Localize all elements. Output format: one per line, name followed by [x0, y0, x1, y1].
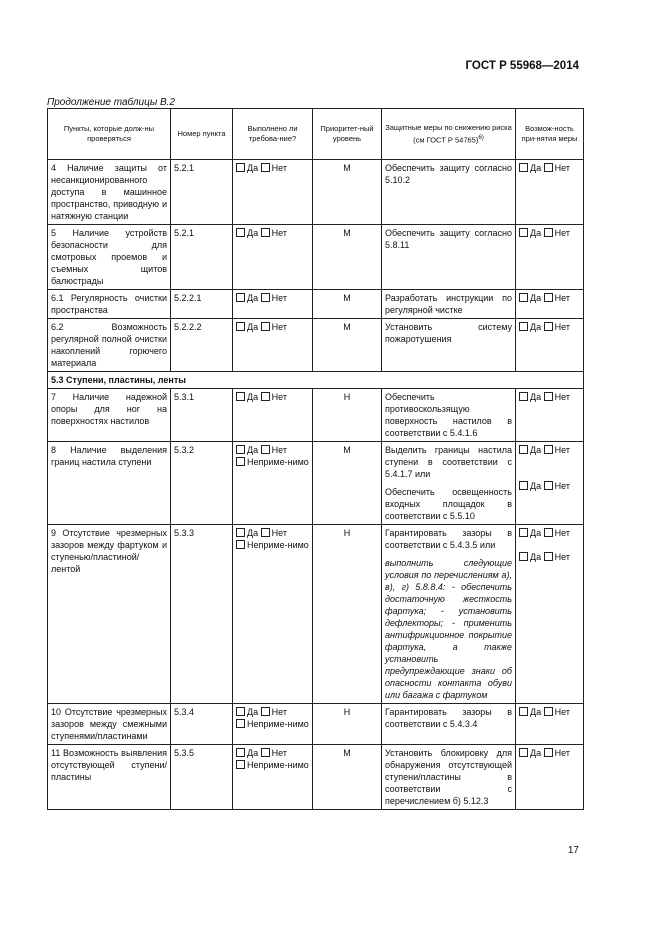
item-cell: 7 Наличие надежной опоры для ног на поверхностях настилов — [48, 389, 171, 442]
checkbox-icon[interactable] — [261, 322, 270, 331]
acceptance-cell[interactable]: Да Нет — [516, 290, 584, 319]
requirements-table — [47, 108, 584, 810]
checkbox-icon[interactable] — [544, 293, 553, 302]
table-row — [48, 389, 584, 442]
checkbox-icon[interactable] — [261, 228, 270, 237]
document-code: ГОСТ Р 55968—2014 — [465, 60, 579, 72]
number-cell: 5.3.1 — [171, 389, 233, 442]
col-header-done: Выполнено ли требова-ние? — [233, 109, 313, 160]
col-header-number: Номер пункта — [171, 109, 233, 160]
checkbox-icon[interactable] — [544, 322, 553, 331]
done-cell[interactable]: Да Нет — [233, 290, 313, 319]
item-cell: 11 Возможность выявления отсутствующей ступени/пластины — [48, 745, 171, 810]
number-cell: 5.2.1 — [171, 160, 233, 225]
checkbox-icon[interactable] — [544, 481, 553, 490]
col-header-item: Пункты, которые долж-ны проверяться — [48, 109, 171, 160]
checkbox-icon[interactable] — [261, 163, 270, 172]
checkbox-icon[interactable] — [236, 445, 245, 454]
checkbox-icon[interactable] — [544, 707, 553, 716]
priority-cell: Н — [313, 389, 382, 442]
table-row — [48, 290, 584, 319]
measure-cell: Обеспечить противоскользящую поверхность настилов в соответствии с 5.4.1.6 — [382, 389, 516, 442]
priority-cell: М — [313, 442, 382, 525]
item-cell: 6.2 Возможность регулярной полной очистки накоплений горючего материала — [48, 319, 171, 372]
item-cell: 8 Наличие выделения границ настила ступени — [48, 442, 171, 525]
done-cell[interactable]: Да Нет — [233, 225, 313, 290]
checkbox-icon[interactable] — [519, 552, 528, 561]
checkbox-icon[interactable] — [544, 748, 553, 757]
checkbox-icon[interactable] — [544, 528, 553, 537]
priority-cell: М — [313, 745, 382, 810]
checkbox-icon[interactable] — [236, 528, 245, 537]
table-row — [48, 442, 584, 525]
priority-cell: М — [313, 319, 382, 372]
checkbox-icon[interactable] — [544, 392, 553, 401]
table-row — [48, 319, 584, 372]
checkbox-icon[interactable] — [236, 322, 245, 331]
checkbox-icon[interactable] — [261, 528, 270, 537]
done-cell[interactable]: Да Нет — [233, 389, 313, 442]
checkbox-icon[interactable] — [519, 293, 528, 302]
checkbox-icon[interactable] — [236, 228, 245, 237]
item-cell: 9 Отсутствие чрезмерных зазоров между фартуком и ступенью/пластиной/лентой — [48, 525, 171, 704]
checkbox-icon[interactable] — [544, 445, 553, 454]
done-cell[interactable]: Да Нет Неприме-нимо — [233, 745, 313, 810]
priority-cell: М — [313, 290, 382, 319]
measure-cell: Гарантировать зазоры в соответствии с 5.4.3.4 — [382, 704, 516, 745]
number-cell: 5.3.5 — [171, 745, 233, 810]
priority-cell: М — [313, 160, 382, 225]
number-cell: 5.3.4 — [171, 704, 233, 745]
measure-cell: Разработать инструкции по регулярной чистке — [382, 290, 516, 319]
checkbox-icon[interactable] — [519, 392, 528, 401]
checkbox-icon[interactable] — [261, 293, 270, 302]
checkbox-icon[interactable] — [519, 445, 528, 454]
acceptance-cell[interactable]: Да Нет — [516, 745, 584, 810]
checkbox-icon[interactable] — [236, 540, 245, 549]
acceptance-cell[interactable]: Да Нет — [516, 319, 584, 372]
priority-cell: Н — [313, 525, 382, 704]
checkbox-icon[interactable] — [236, 707, 245, 716]
priority-cell: М — [313, 225, 382, 290]
checkbox-icon[interactable] — [261, 445, 270, 454]
number-cell: 5.2.1 — [171, 225, 233, 290]
number-cell: 5.2.2.1 — [171, 290, 233, 319]
section-title: 5.3 Ступени, пластины, ленты — [48, 372, 584, 389]
done-cell[interactable]: Да Нет — [233, 319, 313, 372]
done-cell[interactable]: Да Нет Неприме-нимо — [233, 525, 313, 704]
checkbox-icon[interactable] — [544, 228, 553, 237]
done-cell[interactable]: Да Нет — [233, 160, 313, 225]
priority-cell: Н — [313, 704, 382, 745]
checkbox-icon[interactable] — [519, 322, 528, 331]
checkbox-icon[interactable] — [519, 748, 528, 757]
acceptance-cell[interactable]: Да Нет — [516, 225, 584, 290]
item-cell: 5 Наличие устройств безопасности для смотровых проемов и съемных щитов балюстрады — [48, 225, 171, 290]
col-header-measures: Защитные меры по снижению риска (см ГОСТ Р 54765)$^{6)}$ — [382, 109, 516, 160]
item-cell: 10 Отсутствие чрезмерных зазоров между смежными ступенями/пластинами — [48, 704, 171, 745]
number-cell: 5.3.3 — [171, 525, 233, 704]
col-header-acceptance: Возмож-ность при-нятия меры — [516, 109, 584, 160]
checkbox-icon[interactable] — [236, 392, 245, 401]
done-cell[interactable]: Да Нет Неприме-нимо — [233, 704, 313, 745]
checkbox-icon[interactable] — [519, 707, 528, 716]
acceptance-cell[interactable]: Да Нет — [516, 160, 584, 225]
table-row — [48, 225, 584, 290]
section-row — [48, 372, 584, 389]
table-header-row — [48, 109, 584, 160]
checkbox-icon[interactable] — [236, 293, 245, 302]
item-cell: 4 Наличие защиты от несанкционированного доступа в машинное пространство, приводную и натяжную станции — [48, 160, 171, 225]
checkbox-icon[interactable] — [261, 748, 270, 757]
checkbox-icon[interactable] — [519, 228, 528, 237]
measure-cell: Обеспечить защиту согласно 5.8.11 — [382, 225, 516, 290]
number-cell: 5.2.2.2 — [171, 319, 233, 372]
table-caption: Продолжение таблицы В.2 — [47, 97, 175, 108]
acceptance-cell[interactable]: Да Нет Да Нет — [516, 442, 584, 525]
acceptance-cell[interactable]: Да Нет Да Нет — [516, 525, 584, 704]
number-cell: 5.3.2 — [171, 442, 233, 525]
checkbox-icon[interactable] — [236, 760, 245, 769]
table-row — [48, 525, 584, 704]
checkbox-icon[interactable] — [519, 528, 528, 537]
checkbox-icon[interactable] — [544, 163, 553, 172]
page-number: 17 — [567, 845, 579, 856]
checkbox-icon[interactable] — [519, 481, 528, 490]
col-header-priority: Приоритет-ный уровень — [313, 109, 382, 160]
checkbox-icon[interactable] — [519, 163, 528, 172]
checkbox-icon[interactable] — [236, 719, 245, 728]
checkbox-icon[interactable] — [261, 707, 270, 716]
measure-cell: Обеспечить защиту согласно 5.10.2 — [382, 160, 516, 225]
measure-cell: Установить блокировку для обнаружения отсутствующей ступени/пластины в соответствии с перечислением б) 5.12.3 — [382, 745, 516, 810]
table-row — [48, 160, 584, 225]
acceptance-cell[interactable]: Да Нет — [516, 389, 584, 442]
done-cell[interactable]: Да Нет Неприме-нимо — [233, 442, 313, 525]
acceptance-cell[interactable]: Да Нет — [516, 704, 584, 745]
table-row — [48, 704, 584, 745]
checkbox-icon[interactable] — [236, 163, 245, 172]
checkbox-icon[interactable] — [261, 392, 270, 401]
measure-cell: Гарантировать зазоры в соответствии с 5.4.3.5 или выполнить следующие условия по перечислениям а), в), г) 5.8.8.4: - обеспечить достаточную жесткость фартука; - установить дефлекторы; - применить антифрикционное покрытие фартука, а также установить предупреждающие знаки об опасности контакта обуви или багажа с фартуком — [382, 525, 516, 704]
item-cell: 6.1 Регулярность очистки пространства — [48, 290, 171, 319]
checkbox-icon[interactable] — [544, 552, 553, 561]
checkbox-icon[interactable] — [236, 457, 245, 466]
table-row — [48, 745, 584, 810]
checkbox-icon[interactable] — [236, 748, 245, 757]
measure-cell: Выделить границы настила ступени в соответствии с 5.4.1.7 или Обеспечить освещенность входных площадок в соответствии с 5.5.10 — [382, 442, 516, 525]
measure-cell: Установить систему пожаротушения — [382, 319, 516, 372]
